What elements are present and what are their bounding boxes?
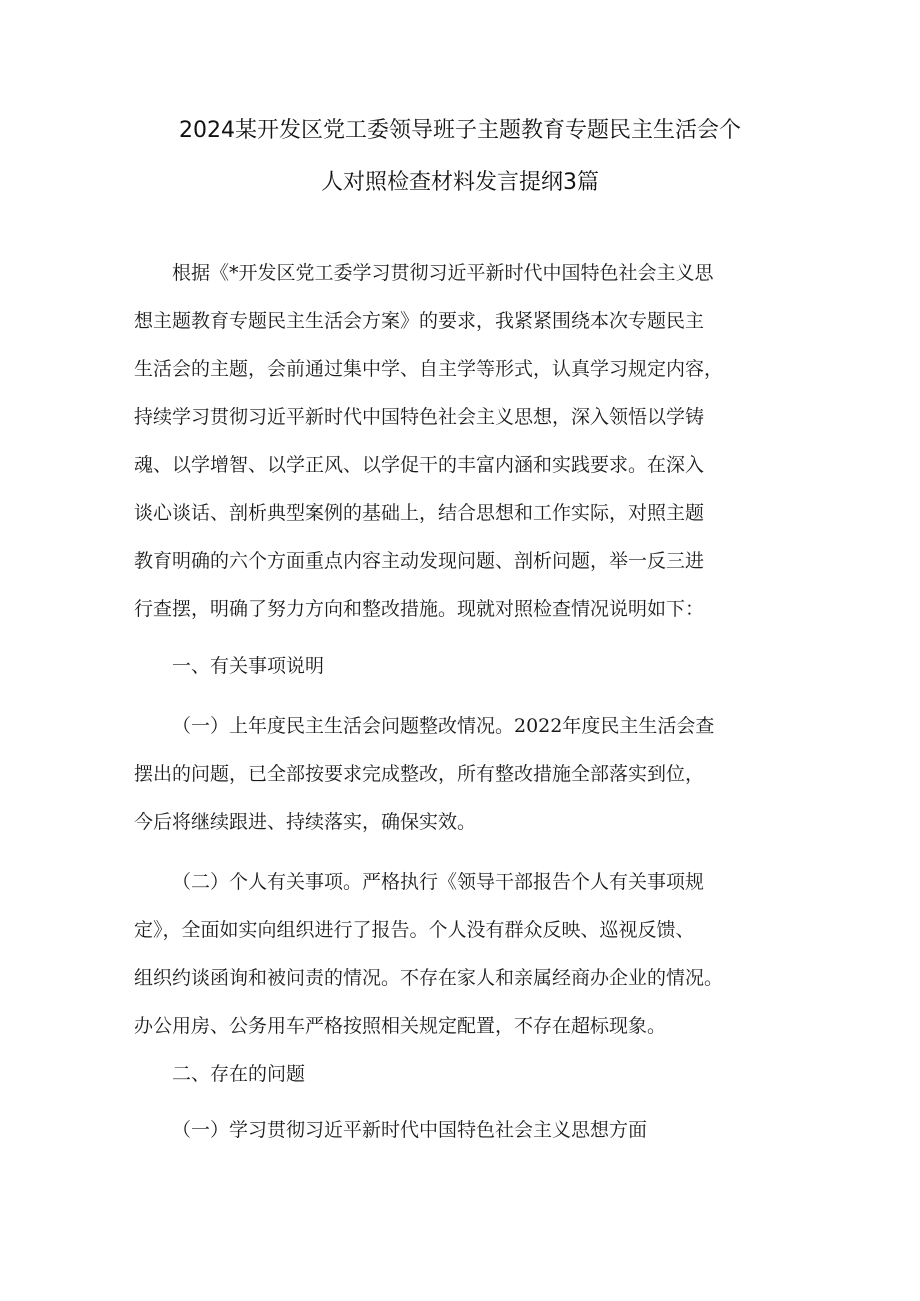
body-line: 行查摆，明确了努力方向和整改措施。现就对照检查情况说明如下： <box>134 598 705 620</box>
document-title-line-2: 人对照检查材料发言提纲3篇 <box>321 170 599 195</box>
body-line: 组织约谈函询和被问责的情况。不存在家人和亲属经商办企业的情况。 <box>134 967 724 989</box>
body-line: 想主题教育专题民主生活会方案》的要求，我紧紧围绕本次专题民主 <box>134 310 705 332</box>
body-line: 持续学习贯彻习近平新时代中国特色社会主义思想，深入领悟以学铸 <box>134 406 705 428</box>
body-line: 教育明确的六个方面重点内容主动发现问题、剖析问题，举一反三进 <box>134 550 705 572</box>
body-line: 办公用房、公务用车严格按照相关规定配置，不存在超标现象。 <box>134 1015 667 1037</box>
body-line: （一）上年度民主生活会问题整改情况。2022年度民主生活会查 <box>172 715 715 737</box>
body-line: 魂、以学增智、以学正风、以学促干的丰富内涵和实践要求。在深入 <box>134 454 705 476</box>
body-line: 摆出的问题，已全部按要求完成整改，所有整改措施全部落实到位， <box>134 763 705 785</box>
body-line: （二）个人有关事项。严格执行《领导干部报告个人有关事项规 <box>172 871 705 893</box>
section-heading: 一、有关事项说明 <box>172 655 325 677</box>
body-line: 谈心谈话、剖析典型案例的基础上，结合思想和工作实际，对照主题 <box>134 502 705 524</box>
body-line: 生活会的主题，会前通过集中学、自主学等形式，认真学习规定内容， <box>134 358 724 380</box>
section-heading: 二、存在的问题 <box>172 1063 306 1085</box>
body-line: 今后将继续跟进、持续落实，确保实效。 <box>134 811 477 833</box>
body-line: 定》，全面如实向组织进行了报告。个人没有群众反映、巡视反馈、 <box>134 919 695 941</box>
document-title-line-1: 2024某开发区党工委领导班子主题教育专题民主生活会个 <box>179 118 741 143</box>
body-line: 根据《*开发区党工委学习贯彻习近平新时代中国特色社会主义思 <box>172 262 714 284</box>
subsection-heading: （一）学习贯彻习近平新时代中国特色社会主义思想方面 <box>172 1119 648 1141</box>
